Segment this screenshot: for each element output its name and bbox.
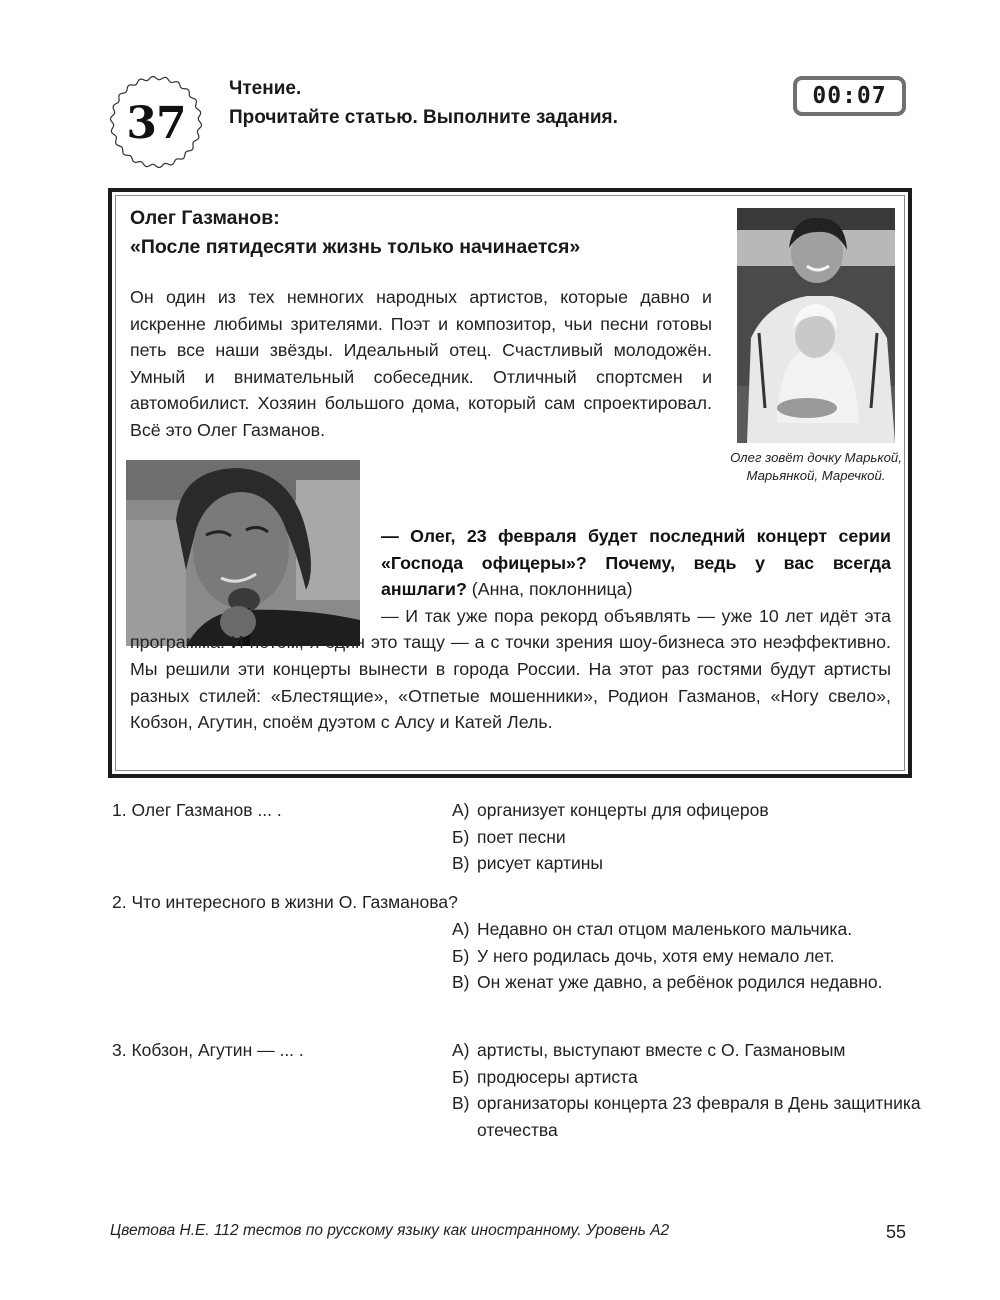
interview-answer: — И так уже пора рекорд объявлять — уже 10 лет идёт эта программа! И потом, я один это тащу — а с точки зрения шоу-бизнеса это неэффективно. Мы решили эти концерты вынести в города России. На этот раз гостями будут артисты разных стилей: «Блестящие», «Отпетые мошенники», Родион Газманов, «Ногу свело», Кобзон, Агутин, споём дуэтом с Алсу и Катей Лель.	[130, 605, 891, 733]
question-text: 3. Кобзон, Агутин — ... .	[112, 1040, 304, 1060]
answer-option-c[interactable]	[452, 850, 922, 877]
question-text: 1. Олег Газманов ... .	[112, 800, 282, 820]
option-letter: В)	[452, 972, 470, 992]
task-instruction: Прочитайте статью. Выполните задания.	[229, 107, 618, 128]
article-title	[130, 204, 580, 262]
timer-display: 00:07	[793, 76, 906, 116]
photo-wrap-spacer	[130, 523, 381, 629]
article-title-name: Олег Газманов:	[130, 207, 280, 229]
page-number: 55	[886, 1222, 907, 1242]
option-text: артисты, выступают вместе с О. Газмановым	[477, 1040, 846, 1060]
option-text: поет песни	[477, 826, 566, 847]
option-text: организует концерты для офицеров	[477, 800, 769, 820]
question-author: (Анна, поклонница)	[471, 579, 633, 600]
answer-option-b[interactable]	[452, 943, 922, 970]
option-text: Он женат уже давно, а ребёнок родился недавно.	[477, 972, 883, 992]
option-letter: А)	[452, 919, 470, 939]
option-letter: Б)	[452, 826, 470, 847]
option-letter: Б)	[452, 1066, 470, 1087]
answer-options	[452, 1037, 922, 1143]
option-text: Недавно он стал отцом маленького мальчика.	[477, 919, 853, 939]
answer-options	[452, 916, 922, 996]
task-number: 37	[126, 97, 186, 149]
article-title-quote: «После пятидесяти жизнь только начинается»	[130, 236, 581, 258]
interview-question: — Олег, 23 февраля будет последний концерт серии «Господа офицеры»? Почему, ведь у вас всегда аншлаги?	[381, 526, 891, 600]
answer-option-a[interactable]	[452, 797, 922, 824]
option-letter: В)	[452, 1093, 470, 1113]
option-letter: А)	[452, 800, 470, 820]
task-number-badge	[108, 74, 204, 170]
photo-caption: Олег зовёт дочку Марькой, Марьянкой, Маречкой.	[730, 450, 902, 483]
section-title: Чтение.	[229, 78, 302, 99]
answer-option-c[interactable]	[452, 969, 922, 996]
answer-option-c[interactable]	[452, 1090, 922, 1143]
family-photo	[737, 208, 895, 443]
answer-options	[452, 797, 922, 877]
option-letter: А)	[452, 1040, 470, 1060]
option-letter: Б)	[452, 945, 470, 966]
article-intro: Он один из тех немногих народных артистов, которые давно и искренне любимы зрителями. Поэт и композитор, чьи песни готовы петь все наши звёзды. Идеальный отец. Счастливый молодожён. Умный и внимательный собеседник. Отличный спортсмен и автомобилист. Хозяин большого дома, который сам спроектировал. Всё это Олег Газманов.	[130, 287, 712, 440]
option-text: рисует картины	[477, 853, 603, 873]
option-text: У него родилась дочь, хотя ему немало лет.	[477, 945, 835, 966]
answer-option-a[interactable]	[452, 916, 922, 943]
option-text: организаторы концерта 23 февраля в День защитника отечества	[477, 1093, 921, 1140]
task-heading	[229, 74, 618, 132]
book-citation: Цветова Н.Е. 112 тестов по русскому языку как иностранному. Уровень А2	[110, 1222, 670, 1239]
option-letter: В)	[452, 853, 470, 873]
family-photo-image	[737, 208, 895, 443]
answer-option-a[interactable]	[452, 1037, 922, 1064]
answer-option-b[interactable]	[452, 1064, 922, 1091]
option-text: продюсеры артиста	[477, 1066, 638, 1087]
answer-option-b[interactable]	[452, 824, 922, 851]
interview-block	[130, 523, 891, 736]
question-text: 2. Что интересного в жизни О. Газманова?	[112, 892, 458, 912]
